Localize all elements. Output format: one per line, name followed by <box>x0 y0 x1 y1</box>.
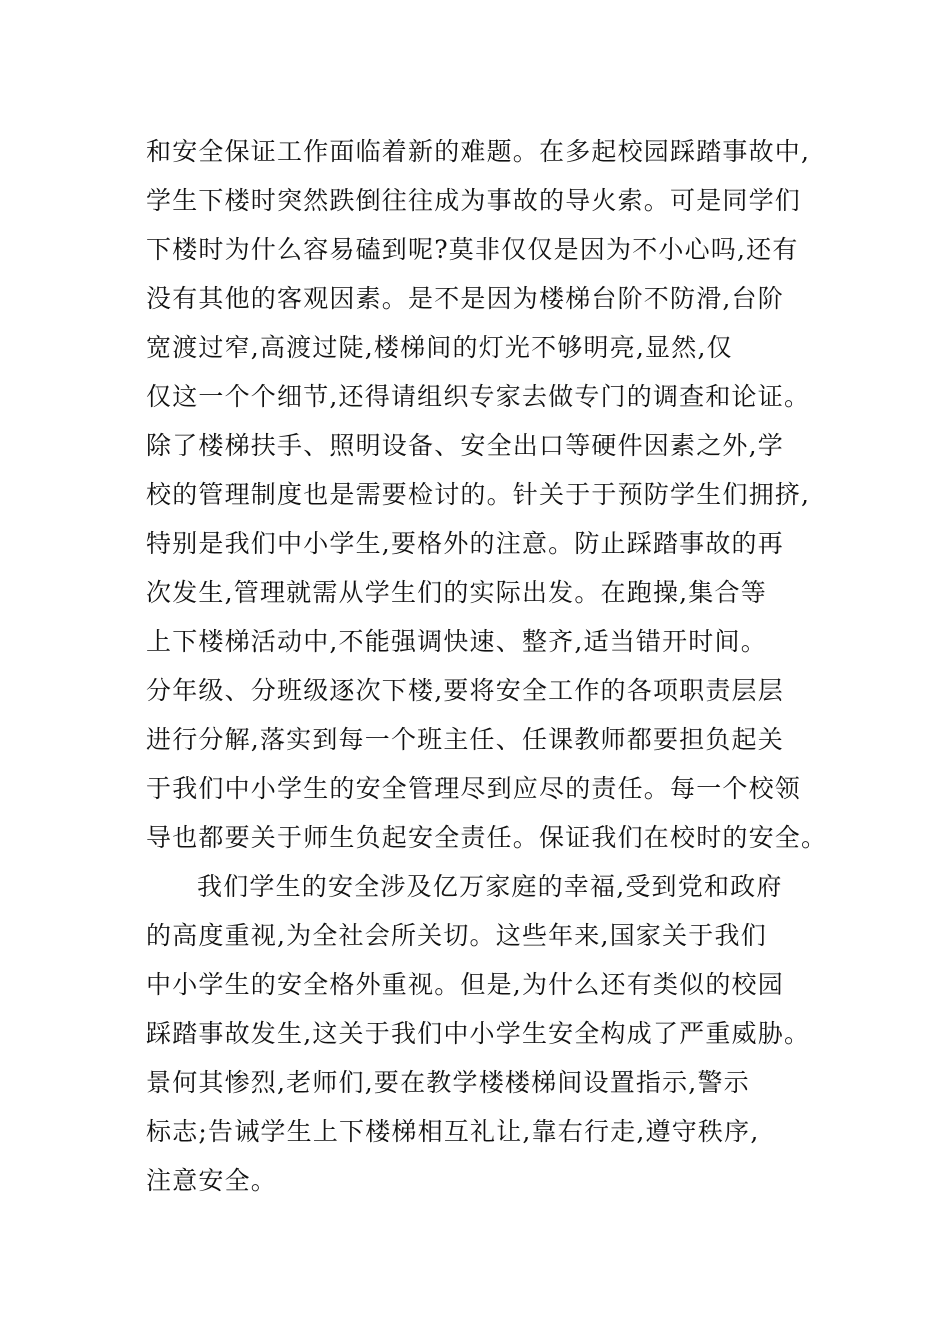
text-line: 没有其他的客观因素。是不是因为楼梯台阶不防滑,台阶 <box>146 284 784 313</box>
text-line: 和安全保证工作面临着新的难题。在多起校园踩踏事故中, <box>146 137 811 166</box>
paragraph-2 <box>146 862 811 1205</box>
text-line: 次发生,管理就需从学生们的实际出发。在跑操,集合等 <box>146 578 767 607</box>
text-line: 上下楼梯活动中,不能强调快速、整齐,适当错开时间。 <box>146 627 767 656</box>
text-line: 注意安全。 <box>146 1166 278 1195</box>
text-line: 仅这一个个细节,还得请组织专家去做专门的调查和论证。 <box>146 382 811 411</box>
body-text <box>146 127 828 1205</box>
text-line: 除了楼梯扶手、照明设备、安全出口等硬件因素之外,学 <box>146 431 784 460</box>
text-line: 分年级、分班级逐次下楼,要将安全工作的各项职责层层 <box>146 676 784 705</box>
text-line: 学生下楼时突然跌倒往往成为事故的导火索。可是同学们 <box>146 186 802 215</box>
text-line: 标志;告诫学生上下楼梯相互礼让,靠右行走,遵守秩序, <box>146 1117 760 1146</box>
text-line: 景何其惨烈,老师们,要在教学楼楼梯间设置指示,警示 <box>146 1068 750 1097</box>
text-line: 导也都要关于师生负起安全责任。保证我们在校时的安全。 <box>146 823 828 852</box>
text-line: 宽渡过窄,高渡过陡,楼梯间的灯光不够明亮,显然,仅 <box>146 333 733 362</box>
text-line: 我们学生的安全涉及亿万家庭的幸福,受到党和政府 <box>197 872 783 901</box>
text-line: 特别是我们中小学生,要格外的注意。防止踩踏事故的再 <box>146 529 784 558</box>
text-line: 进行分解,落实到每一个班主任、任课教师都要担负起关 <box>146 725 784 754</box>
text-line: 于我们中小学生的安全管理尽到应尽的责任。每一个校领 <box>146 774 802 803</box>
text-line: 校的管理制度也是需要检讨的。针关于于预防学生们拥挤, <box>146 480 811 509</box>
paragraph-1 <box>146 127 828 862</box>
text-line: 踩踏事故发生,这关于我们中小学生安全构成了严重威胁。 <box>146 1019 811 1048</box>
text-line: 下楼时为什么容易磕到呢?莫非仅仅是因为不小心吗,还有 <box>146 235 799 264</box>
text-line: 的高度重视,为全社会所关切。这些年来,国家关于我们 <box>146 921 767 950</box>
text-line: 中小学生的安全格外重视。但是,为什么还有类似的校园 <box>146 970 784 999</box>
